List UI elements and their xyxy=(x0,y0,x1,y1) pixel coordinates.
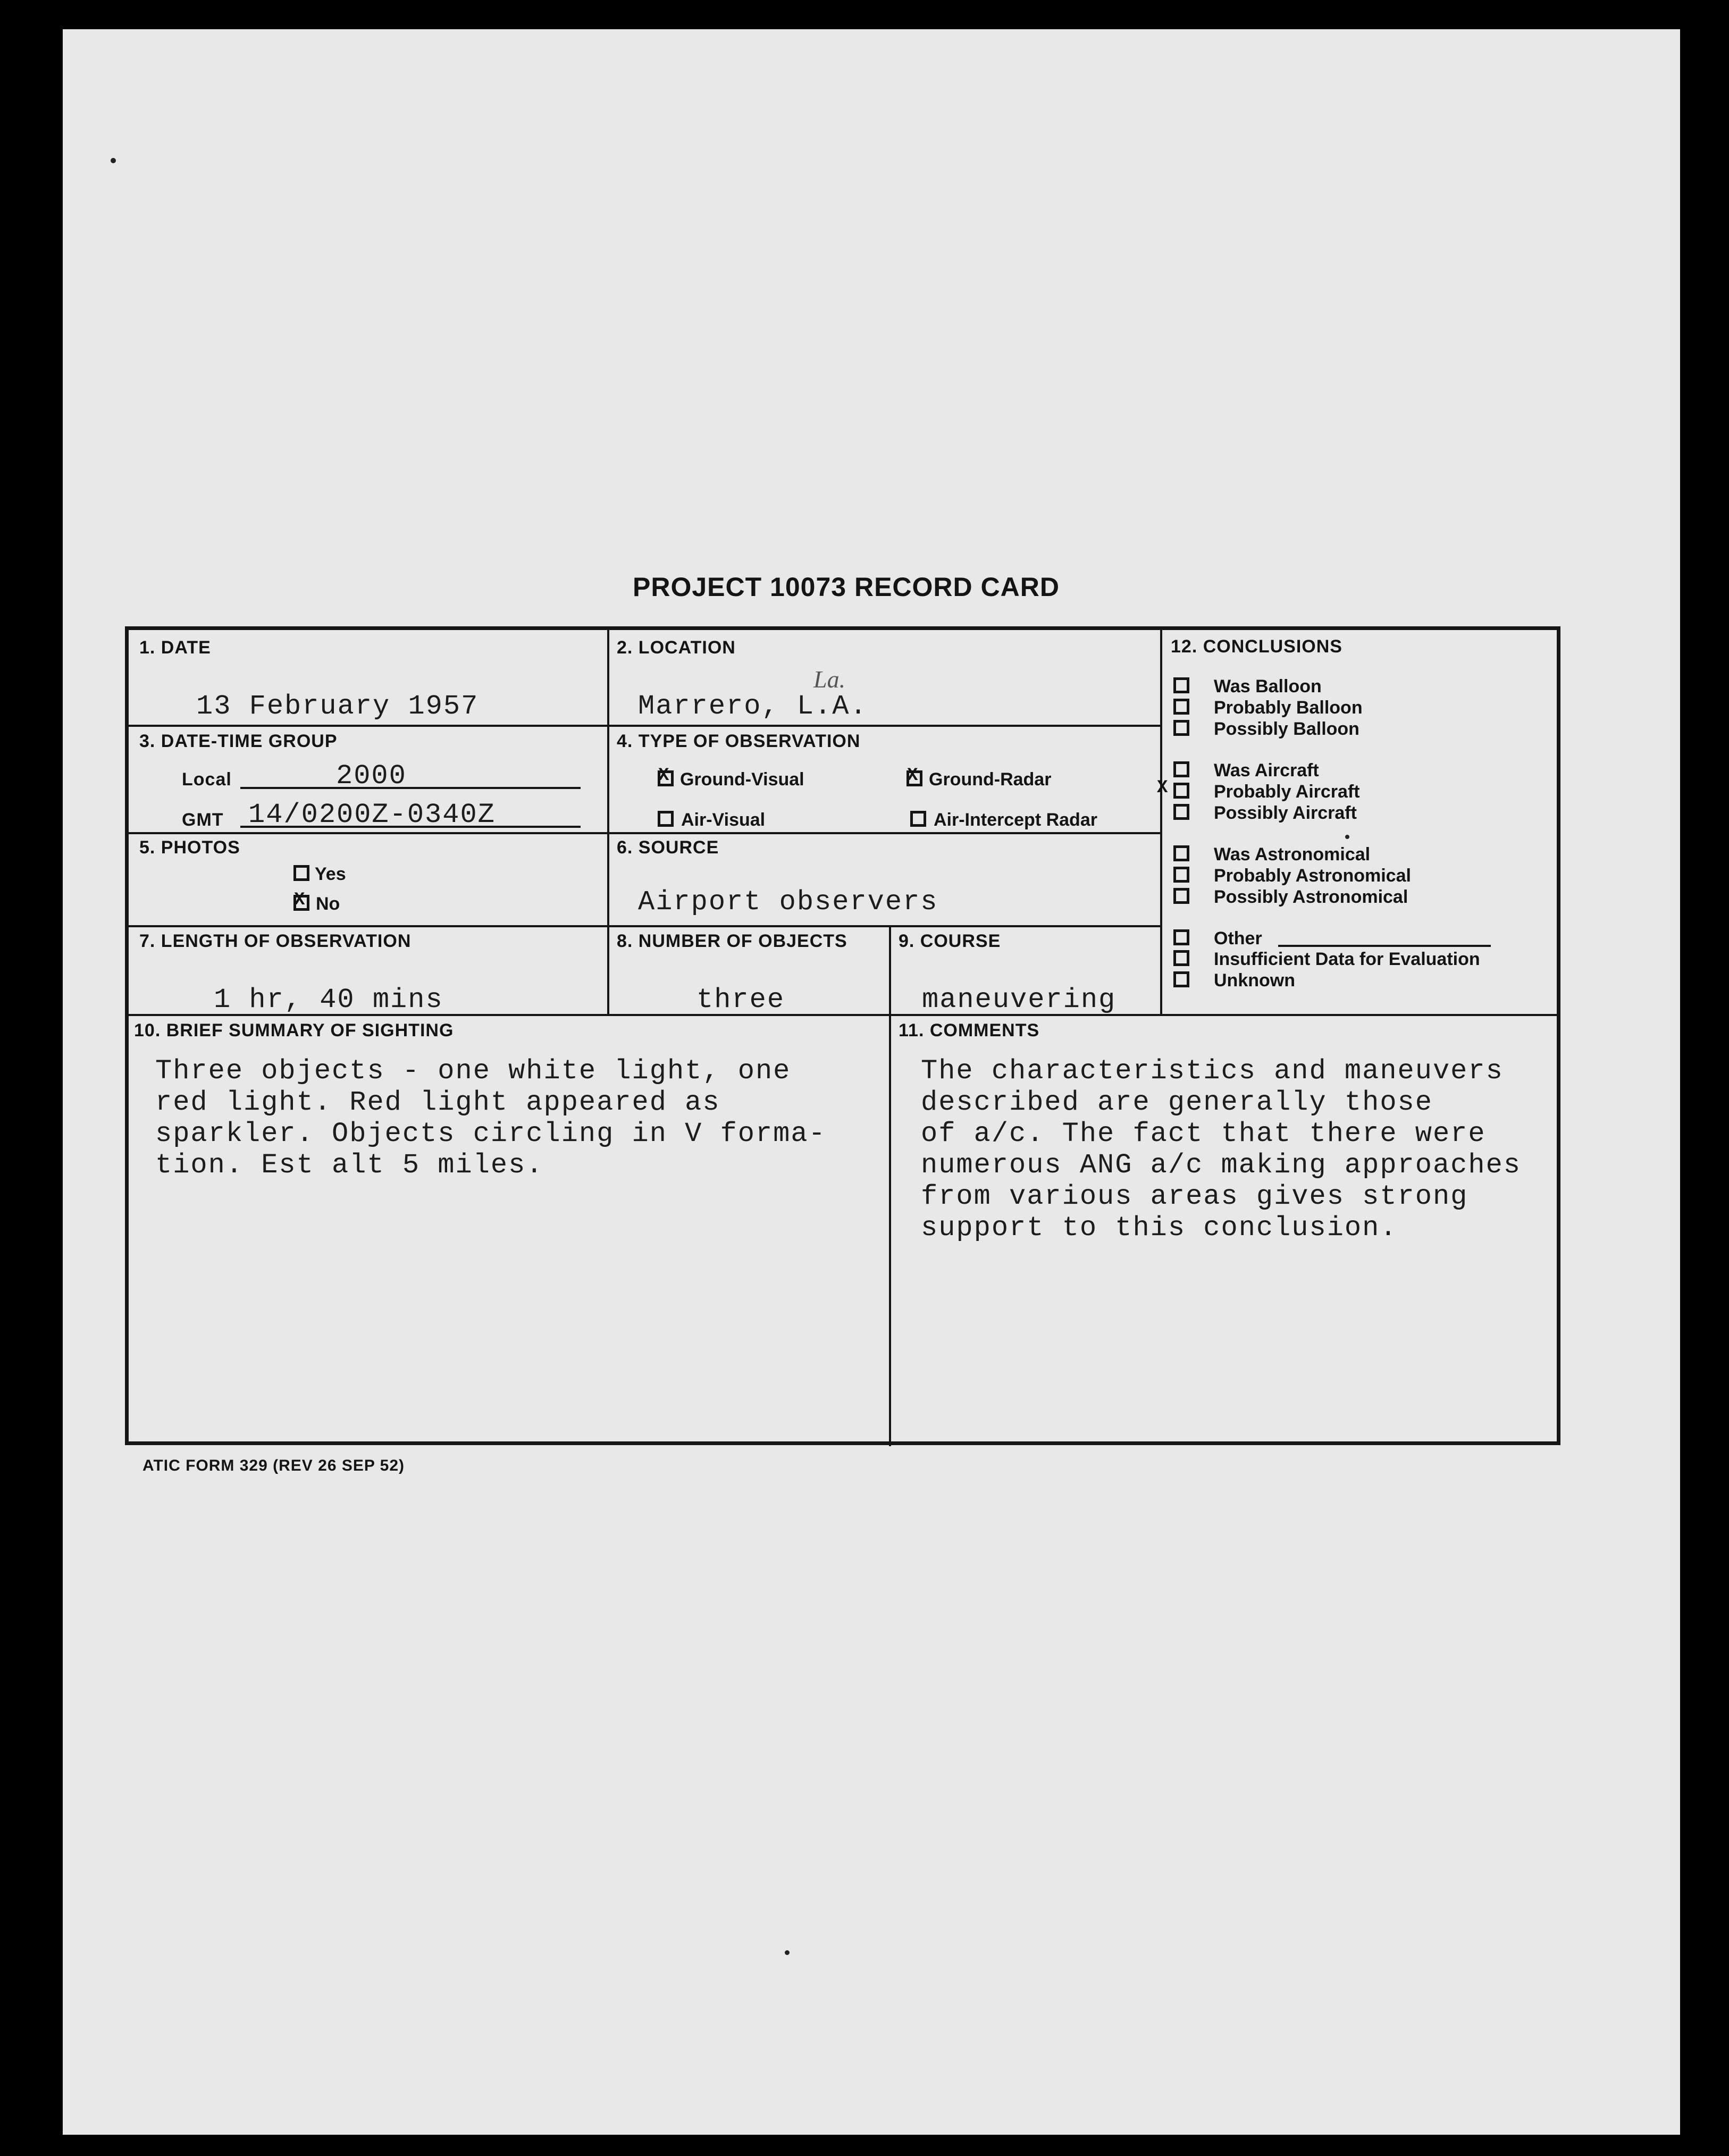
checkbox-box xyxy=(1173,804,1189,820)
checkbox-air-visual[interactable] xyxy=(658,810,765,830)
checkbox-possibly-astronomical[interactable] xyxy=(1173,887,1408,908)
gmt-value: 14/0200Z-0340Z xyxy=(248,799,496,830)
comments-line: described are generally those xyxy=(921,1087,1433,1118)
checkbox-box xyxy=(658,811,674,827)
checkbox-box xyxy=(293,890,309,911)
date-time-group-label: 3. DATE-TIME GROUP xyxy=(139,731,338,751)
checkbox-probably-balloon[interactable] xyxy=(1173,698,1363,718)
checkbox-label: Unknown xyxy=(1214,970,1295,991)
checkbox-box xyxy=(1173,971,1189,987)
checkbox-other[interactable] xyxy=(1173,928,1262,949)
checkbox-label: Other xyxy=(1214,928,1262,949)
comments-line: from various areas gives strong xyxy=(921,1181,1468,1212)
comments-label: 11. COMMENTS xyxy=(899,1020,1040,1041)
checkbox-probably-astronomical[interactable] xyxy=(1173,866,1411,886)
course-value: maneuvering xyxy=(922,984,1117,1016)
comments-text xyxy=(921,1055,1521,1244)
checkbox-label: Was Balloon xyxy=(1214,676,1322,697)
length-of-observation-value: 1 hr, 40 mins xyxy=(214,984,443,1016)
checkbox-air-intercept-radar[interactable] xyxy=(910,810,1097,830)
number-of-objects-label: 8. NUMBER OF OBJECTS xyxy=(617,931,847,951)
comments-line: support to this conclusion. xyxy=(921,1212,1398,1244)
checkbox-was-astronomical[interactable] xyxy=(1173,844,1370,865)
checkbox-label: Possibly Balloon xyxy=(1214,719,1359,739)
location-value: Marrero, L.A. xyxy=(638,691,868,722)
checkbox-label: No xyxy=(316,894,340,914)
comments-line: numerous ANG a/c making approaches xyxy=(921,1150,1521,1181)
divider xyxy=(1160,630,1162,1014)
checkbox-box xyxy=(1157,778,1189,799)
checkbox-mark: X xyxy=(658,766,669,786)
summary-line: red light. Red light appeared as xyxy=(155,1087,720,1118)
number-of-objects-value: three xyxy=(696,984,785,1016)
summary-text xyxy=(155,1055,826,1181)
checkbox-box xyxy=(1173,720,1189,736)
location-annotation: La. xyxy=(813,666,846,693)
checkbox-label: Was Aircraft xyxy=(1214,760,1319,781)
checkbox-box xyxy=(1173,888,1189,904)
checkbox-box xyxy=(1173,677,1189,693)
photos-label: 5. PHOTOS xyxy=(139,837,240,858)
scan-speck xyxy=(785,1950,790,1955)
checkbox-label: Possibly Aircraft xyxy=(1214,803,1357,823)
type-of-observation-label: 4. TYPE OF OBSERVATION xyxy=(617,731,861,751)
scan-edge-right xyxy=(1680,0,1729,2156)
checkbox-label: Air-Visual xyxy=(681,810,766,830)
form-id: ATIC FORM 329 (REV 26 SEP 52) xyxy=(142,1457,405,1474)
checkbox-label: Ground-Visual xyxy=(680,769,804,790)
divider xyxy=(607,630,609,1014)
checkbox-photos-no[interactable] xyxy=(293,890,340,915)
card-title: PROJECT 10073 RECORD CARD xyxy=(633,572,1060,602)
checkbox-ground-radar[interactable] xyxy=(907,766,1052,790)
checkbox-ground-visual[interactable] xyxy=(658,766,804,790)
location-label: 2. LOCATION xyxy=(617,637,736,658)
checkbox-label: Probably Aircraft xyxy=(1214,782,1360,802)
checkbox-mark: X xyxy=(294,890,305,910)
length-of-observation-label: 7. LENGTH OF OBSERVATION xyxy=(139,931,412,951)
conclusions-label: 12. CONCLUSIONS xyxy=(1171,636,1342,657)
checkbox-mark: X xyxy=(1157,778,1168,798)
summary-line: sparkler. Objects circling in V forma- xyxy=(155,1118,826,1150)
checkbox-label: Probably Astronomical xyxy=(1214,866,1411,886)
gmt-label: GMT xyxy=(182,810,224,830)
checkbox-box xyxy=(1173,761,1189,777)
local-underline xyxy=(240,787,581,789)
local-label: Local xyxy=(182,769,232,790)
scan-speck xyxy=(111,158,116,163)
summary-line: tion. Est alt 5 miles. xyxy=(155,1150,544,1181)
checkbox-label: Ground-Radar xyxy=(929,769,1052,790)
checkbox-box xyxy=(1173,845,1189,861)
checkbox-box xyxy=(910,811,926,827)
other-underline xyxy=(1278,945,1491,947)
checkbox-label: Possibly Astronomical xyxy=(1214,887,1408,907)
checkbox-box xyxy=(1173,950,1189,966)
date-label: 1. DATE xyxy=(139,637,211,658)
source-label: 6. SOURCE xyxy=(617,837,719,858)
summary-label: 10. BRIEF SUMMARY OF SIGHTING xyxy=(134,1020,454,1041)
divider xyxy=(889,925,891,1446)
checkbox-label: Air-Intercept Radar xyxy=(934,810,1097,830)
checkbox-mark: X xyxy=(907,766,918,786)
checkbox-label: Yes xyxy=(315,864,346,884)
checkbox-photos-yes[interactable] xyxy=(293,864,346,885)
checkbox-box xyxy=(658,766,674,786)
date-value: 13 February 1957 xyxy=(196,691,479,722)
checkbox-label: Insufficient Data for Evaluation xyxy=(1214,949,1480,969)
divider xyxy=(129,925,1160,927)
course-label: 9. COURSE xyxy=(899,931,1001,951)
summary-line: Three objects - one white light, one xyxy=(155,1055,791,1087)
checkbox-box xyxy=(1173,867,1189,883)
record-card xyxy=(125,626,1560,1445)
checkbox-possibly-balloon[interactable] xyxy=(1173,719,1359,740)
checkbox-insufficient-data[interactable] xyxy=(1173,949,1480,970)
divider xyxy=(129,725,1160,727)
checkbox-box xyxy=(1173,929,1189,945)
comments-line: of a/c. The fact that there were xyxy=(921,1118,1486,1150)
checkbox-box xyxy=(293,865,309,881)
divider xyxy=(129,832,1160,834)
checkbox-unknown[interactable] xyxy=(1173,970,1295,991)
checkbox-box xyxy=(1173,699,1189,715)
checkbox-was-balloon[interactable] xyxy=(1173,676,1322,697)
checkbox-label: Probably Balloon xyxy=(1214,698,1363,718)
source-value: Airport observers xyxy=(638,886,938,918)
local-value: 2000 xyxy=(336,760,407,792)
comments-line: The characteristics and maneuvers xyxy=(921,1055,1504,1087)
checkbox-was-aircraft[interactable] xyxy=(1173,760,1319,781)
checkbox-probably-aircraft[interactable] xyxy=(1157,778,1360,802)
checkbox-possibly-aircraft[interactable] xyxy=(1173,803,1357,824)
checkbox-label: Was Astronomical xyxy=(1214,844,1371,865)
checkbox-box xyxy=(907,766,922,786)
